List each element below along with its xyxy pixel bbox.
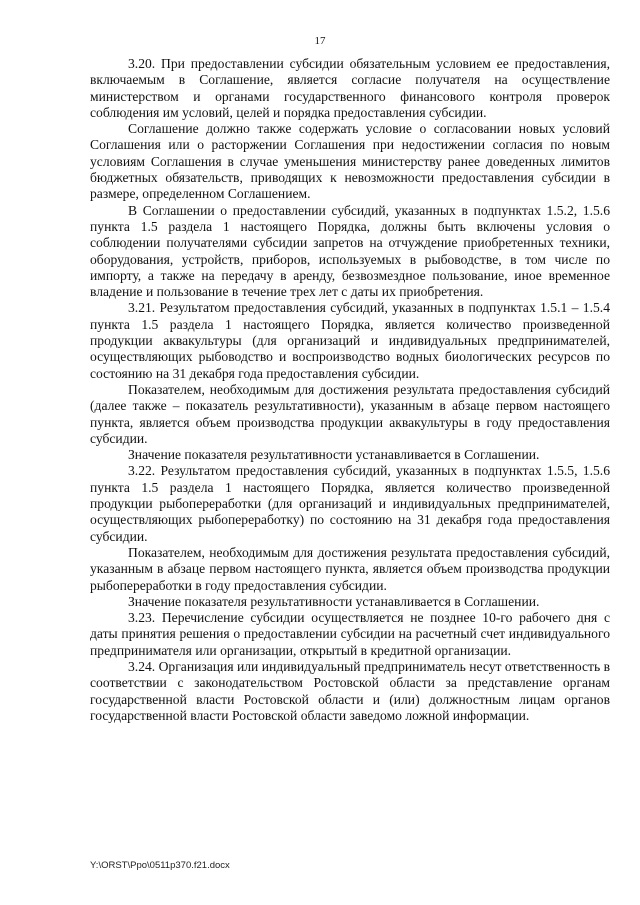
paragraph-3-21: 3.21. Результатом предоставления субсидий, указанных в подпунктах 1.5.1 – 1.5.4 пункта 1.5 раздела 1 настоящего Порядка, является количество произведенной продукции аквакультуры (для организаций и индивидуальных предпринимателей, осуществляющих рыбоводство и воспроизводство водных биологических ресурсов по состоянию на 31 декабря года предоставления субсидии. <box>90 300 610 381</box>
paragraph-3-24: 3.24. Организация или индивидуальный предприниматель несут ответственность в соответствии с законодательством Ростовской области за представление органам государственной власти Ростовской области и (или) должностным лицам органов государственной власти Ростовской области заведомо ложной информации. <box>90 658 610 723</box>
document-body <box>90 56 610 724</box>
paragraph-indicator-value-1: Значение показателя результативности устанавливается в Соглашении. <box>128 447 540 463</box>
paragraph-alienation-ban: В Соглашении о предоставлении субсидий, указанных в подпунктах 1.5.2, 1.5.6 пункта 1.5 раздела 1 настоящего Порядка, должны быть включены условия о соблюдении получателями субсидии запретов на отчуждение приобретенных техники, оборудования, устройств, приборов, используемых в рыбоводстве, в том числе по импорту, а также на передачу в аренду, безвозмездное пользование, иное временное владение и пользование в течение трех лет с даты их приобретения. <box>90 202 610 300</box>
paragraph-3-22: 3.22. Результатом предоставления субсидий, указанных в подпунктах 1.5.5, 1.5.6 пункта 1.5 раздела 1 настоящего Порядка, является количество произведенной продукции рыбопереработки (для организаций и индивидуальных предпринимателей, осуществляющих рыбопереработку) по состоянию на 31 декабря года предоставления субсидии. <box>90 463 610 544</box>
paragraph-indicator-value-2: Значение показателя результативности устанавливается в Соглашении. <box>128 593 540 609</box>
paragraph-agreement-conditions: Соглашение должно также содержать условие о согласовании новых условий Соглашения или о расторжении Соглашения при недостижении согласия по новым условиям Соглашения в случае уменьшения министерству ранее доведенных лимитов бюджетных обязательств, приводящих к невозможности предоставления субсидии в размере, определенном Соглашением. <box>90 121 610 202</box>
paragraph-aquaculture-indicator: Показателем, необходимым для достижения результата предоставления субсидий (далее также – показатель результативности), указанным в абзаце первом настоящего пункта, является объем производства продукции аквакультуры в году предоставления субсидии. <box>90 381 610 446</box>
paragraph-processing-indicator: Показателем, необходимым для достижения результата предоставления субсидий, указанным в абзаце первом настоящего пункта, является объем производства продукции рыбопереработки в году предоставления субсидии. <box>90 544 610 593</box>
file-path-footer: Y:\ORST\Ppo\0511p370.f21.docx <box>90 860 230 871</box>
page-number: 17 <box>314 35 326 47</box>
paragraph-3-23: 3.23. Перечисление субсидии осуществляется не позднее 10-го рабочего дня с даты принятия решения о предоставлении субсидии на расчетный счет индивидуального предпринимателя или организации, открытый в кредитной организации. <box>90 610 610 658</box>
paragraph-3-20: 3.20. При предоставлении субсидии обязательным условием ее предоставления, включаемым в Соглашение, является согласие получателя на осуществление министерством и органами государственного финансового контроля проверок соблюдения им условий, целей и порядка предоставления субсидии. <box>90 56 610 120</box>
